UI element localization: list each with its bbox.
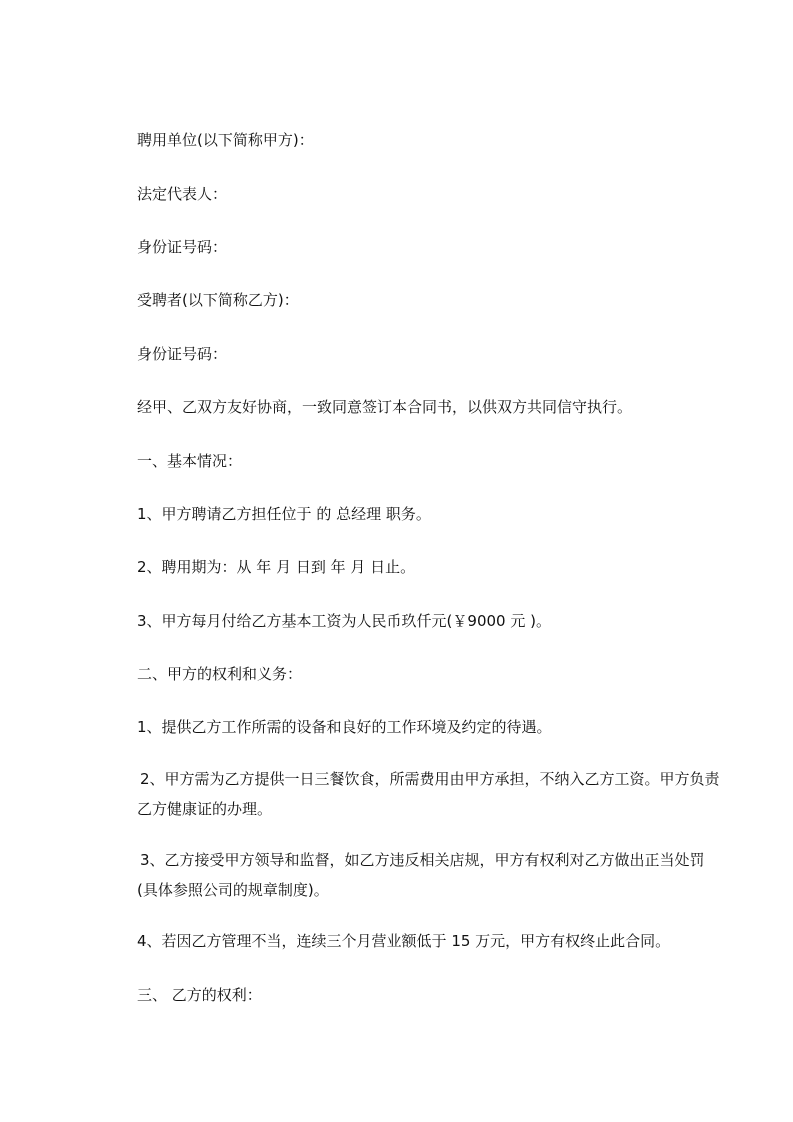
party-a-item-3: 3、乙方接受甲方领导和监督，如乙方违反相关店规，甲方有权利对乙方做出正当处罚(具体参照公司的规章制度)。: [137, 851, 705, 899]
section-basic-info-heading: 一、基本情况：: [137, 452, 243, 470]
party-a-item-2: 2、甲方需为乙方提供一日三餐饮食，所需费用由甲方承担，不纳入乙方工资。甲方负责乙方健康证的办理。: [137, 770, 720, 818]
section-party-a-rights-heading: 二、甲方的权利和义务：: [137, 665, 303, 683]
agreement-statement: 经甲、乙双方友好协商，一致同意签订本合同书，以供双方共同信守执行。: [137, 398, 633, 416]
legal-representative-line: 法定代表人：: [137, 185, 228, 203]
party-a-item-1: 1、提供乙方工作所需的设备和良好的工作环境及约定的待遇。: [137, 718, 552, 736]
employee-id-number-line: 身份证号码：: [137, 345, 228, 363]
party-a-item-4: 4、若因乙方管理不当，连续三个月营业额低于 15 万元，甲方有权终止此合同。: [137, 932, 671, 950]
employee-line: 受聘者(以下简称乙方)：: [137, 291, 299, 309]
employer-id-number-line: 身份证号码：: [137, 238, 228, 256]
basic-info-item-1: 1、甲方聘请乙方担任位于 的 总经理 职务。: [137, 505, 431, 523]
employer-line: 聘用单位(以下简称甲方)：: [137, 131, 314, 149]
basic-info-item-2: 2、聘用期为：从 年 月 日到 年 月 日止。: [137, 558, 416, 576]
section-party-b-rights-heading: 三、 乙方的权利：: [137, 986, 262, 1004]
basic-info-item-3: 3、甲方每月付给乙方基本工资为人民币玖仟元(￥9000 元 )。: [137, 612, 551, 630]
